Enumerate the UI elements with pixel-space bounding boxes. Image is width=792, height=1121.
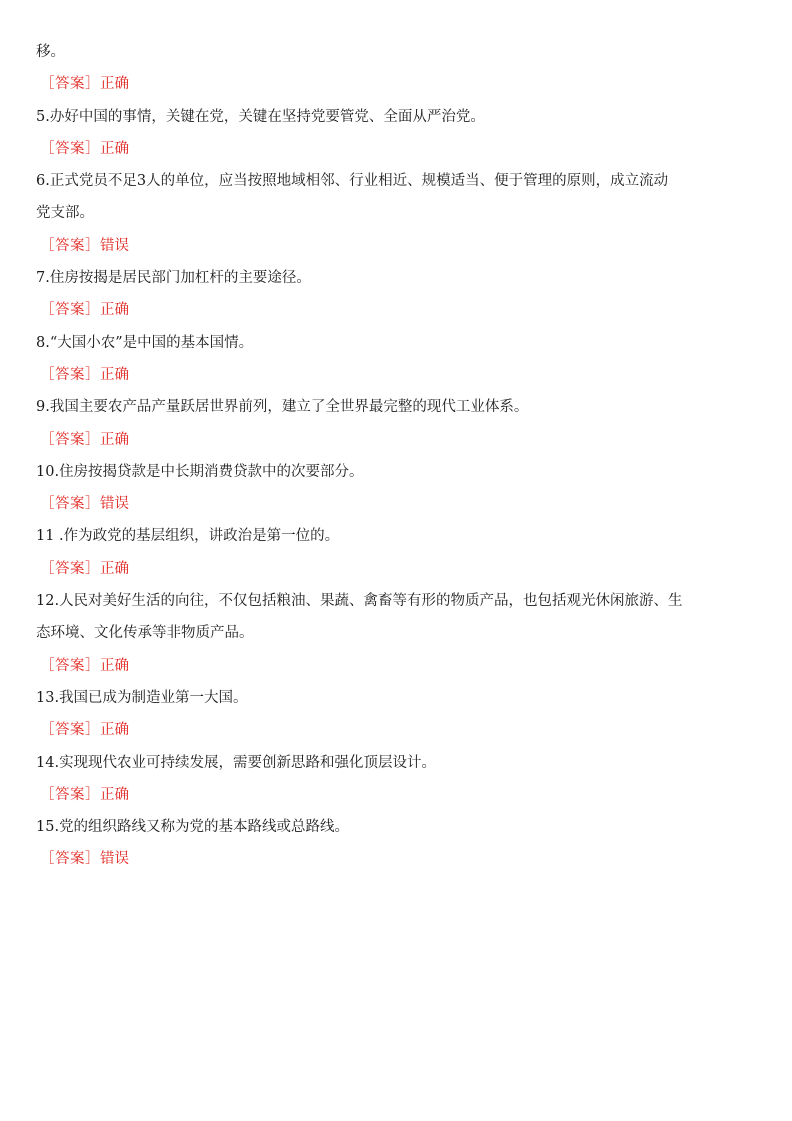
question-item [36, 391, 758, 423]
question-text: 办好中国的事情，关键在党，关键在坚持党要管党、全面从严治党。 [49, 108, 485, 125]
answer-label: ［答案］ [40, 237, 100, 254]
question-number: 8. [36, 334, 50, 351]
answer-label: ［答案］ [40, 560, 100, 577]
question-number: 10. [36, 463, 60, 480]
answer-value: 错误 [100, 237, 129, 254]
question-number: 6. [36, 173, 50, 190]
question-number: 13. [36, 689, 60, 706]
question-number: 11 . [36, 528, 64, 545]
question-number: 12. [36, 593, 60, 610]
question-number: 5. [36, 108, 50, 125]
answer-label: ［答案］ [40, 140, 100, 157]
answer-line [36, 68, 758, 100]
question-item [36, 101, 758, 133]
question-text: 作为政党的基层组织，讲政治是第一位的。 [63, 528, 340, 545]
question-number: 15. [36, 819, 60, 836]
answer-label: ［答案］ [40, 366, 100, 383]
answer-label: ［答案］ [40, 76, 100, 93]
question-item [36, 520, 758, 552]
answer-line [36, 714, 758, 746]
answer-line [36, 424, 758, 456]
answer-value: 正确 [100, 431, 129, 448]
answer-line [36, 488, 758, 520]
question-item [36, 262, 758, 294]
question-text: “大国小农”是中国的基本国情。 [49, 334, 254, 351]
answer-value: 正确 [100, 302, 129, 319]
answer-line [36, 294, 758, 326]
question-text: 住房按揭贷款是中长期消费贷款中的次要部分。 [59, 463, 364, 480]
answer-line [36, 230, 758, 262]
answer-value: 正确 [100, 657, 129, 674]
answer-label: ［答案］ [40, 722, 100, 739]
question-number: 14. [36, 754, 60, 771]
answer-label: ［答案］ [40, 786, 100, 803]
question-text: 我国已成为制造业第一大国。 [59, 689, 248, 706]
question-item [36, 327, 758, 359]
answer-line [36, 553, 758, 585]
answer-label: ［答案］ [40, 657, 100, 674]
document-page [36, 36, 758, 876]
question-item [36, 585, 758, 617]
question-text: 我国主要农产品产量跃居世界前列，建立了全世界最完整的现代工业体系。 [49, 399, 529, 416]
question-item [36, 165, 758, 197]
answer-value: 错误 [100, 496, 129, 513]
answer-value: 正确 [100, 366, 129, 383]
question-text-continued: 党支部。 [36, 205, 94, 222]
question-text: 实现现代农业可持续发展，需要创新思路和强化顶层设计。 [59, 754, 437, 771]
answer-line [36, 133, 758, 165]
question-text: 党的组织路线又称为党的基本路线或总路线。 [59, 819, 350, 836]
answer-label: ［答案］ [40, 851, 100, 868]
carryover-text: 移。 [36, 44, 65, 60]
question-text: 人民对美好生活的向往，不仅包括粮油、果蔬、禽畜等有形的物质产品，也包括观光休闲旅游、生 [59, 593, 683, 610]
answer-value: 正确 [100, 786, 129, 803]
answer-value: 错误 [100, 851, 129, 868]
question-item [36, 747, 758, 779]
answer-line [36, 359, 758, 391]
answer-label: ［答案］ [40, 431, 100, 448]
answer-line [36, 650, 758, 682]
question-number: 9. [36, 399, 50, 416]
question-text-continued: 态环境、文化传承等非物质产品。 [36, 625, 254, 642]
answer-label: ［答案］ [40, 302, 100, 319]
answer-value: 正确 [100, 722, 129, 739]
answer-value: 正确 [100, 76, 129, 93]
question-item [36, 811, 758, 843]
question-item [36, 682, 758, 714]
question-text: 住房按揭是居民部门加杠杆的主要途径。 [49, 270, 311, 287]
answer-line [36, 843, 758, 875]
question-number: 7. [36, 270, 50, 287]
answer-value: 正确 [100, 560, 129, 577]
answer-line [36, 779, 758, 811]
answer-label: ［答案］ [40, 496, 100, 513]
question-text: 正式党员不足3人的单位，应当按照地域相邻、行业相近、规模适当、便于管理的原则，成立流动 [49, 173, 669, 190]
answer-value: 正确 [100, 140, 129, 157]
question-item [36, 456, 758, 488]
